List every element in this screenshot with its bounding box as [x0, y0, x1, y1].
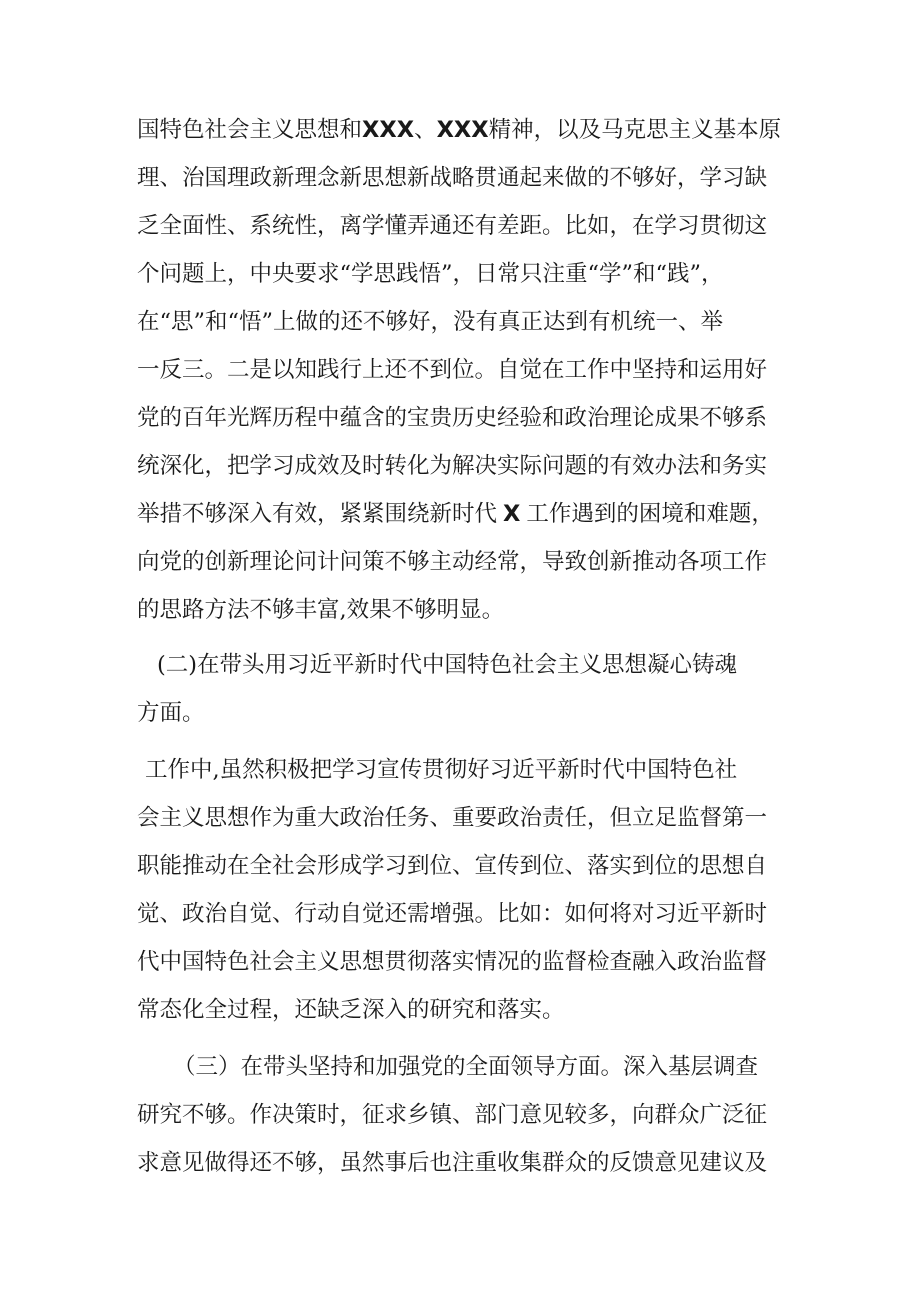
- text-run-bold: XXX: [362, 117, 415, 143]
- paragraph2-line6: 常态化全过程，还缺乏深入的研究和落实。: [137, 997, 565, 1023]
- paragraph2-line5: 代中国特色社会主义思想贯彻落实情况的监督检查融入政治监督: [137, 949, 768, 975]
- text-run: 、: [414, 117, 437, 143]
- paragraph1-line11: 的思路方法不够丰富,效果不够明显。: [137, 597, 505, 623]
- paragraph1-line10: 向党的创新理论问计问策不够主动经常，导致创新推动各项工作: [137, 549, 768, 575]
- text-run: 举措不够深入有效，紧紧围绕新时代: [137, 501, 498, 527]
- paragraph3-line3: 求意见做得还不够，虽然事后也注重收集群众的反馈意见建议及: [137, 1150, 768, 1176]
- paragraph1-line8: 统深化，把学习成效及时转化为解决实际问题的有效办法和务实: [137, 453, 768, 479]
- paragraph2-line2: 会主义思想作为重大政治任务、重要政治责任，但立足监督第一: [137, 805, 768, 831]
- text-run: 国特色社会主义思想和: [137, 117, 363, 143]
- paragraph1-line2: 理、治国理政新理念新思想新战略贯通起来做的不够好，学习缺: [137, 165, 768, 191]
- section-heading-2-line2: 方面。: [137, 700, 205, 726]
- paragraph1-line6: 一反三。二是以知践行上还不到位。自觉在工作中坚持和运用好: [137, 357, 768, 383]
- text-run: 工作遇到的困境和难题，: [526, 501, 774, 527]
- paragraph1-line3: 乏全面性、系统性，离学懂弄通还有差距。比如，在学习贯彻这: [137, 213, 768, 239]
- paragraph1-line9: [137, 499, 774, 529]
- paragraph3-line1: （三）在带头坚持和加强党的全面领导方面。深入基层调查: [173, 1054, 759, 1080]
- section-heading-2-line1: (二)在带头用习近平新时代中国特色社会主义思想凝心铸魂: [157, 652, 738, 678]
- paragraph2-line3: 职能推动在全社会形成学习到位、宣传到位、落实到位的思想自: [137, 853, 768, 879]
- paragraph2-line4: 觉、政治自觉、行动自觉还需增强。比如：如何将对习近平新时: [137, 901, 768, 927]
- paragraph3-line2: 研究不够。作决策时，征求乡镇、部门意见较多，向群众广泛征: [137, 1102, 768, 1128]
- paragraph1-line5: 在“思”和“悟”上做的还不够好，没有真正达到有机统一、举: [137, 309, 724, 335]
- paragraph2-line1: 工作中,虽然积极把学习宣传贯彻好习近平新时代中国特色社: [145, 757, 738, 783]
- paragraph1-line4: 个问题上，中央要求“学思践悟”，日常只注重“学”和“践”，: [137, 261, 724, 287]
- text-run-bold: XXX: [436, 117, 489, 143]
- paragraph1-line7: 党的百年光辉历程中蕴含的宝贵历史经验和政治理论成果不够系: [137, 405, 768, 431]
- text-run: 精神，以及马克思主义基本原: [488, 117, 782, 143]
- text-run-bold: X: [503, 501, 521, 527]
- paragraph1-line1: [137, 115, 781, 145]
